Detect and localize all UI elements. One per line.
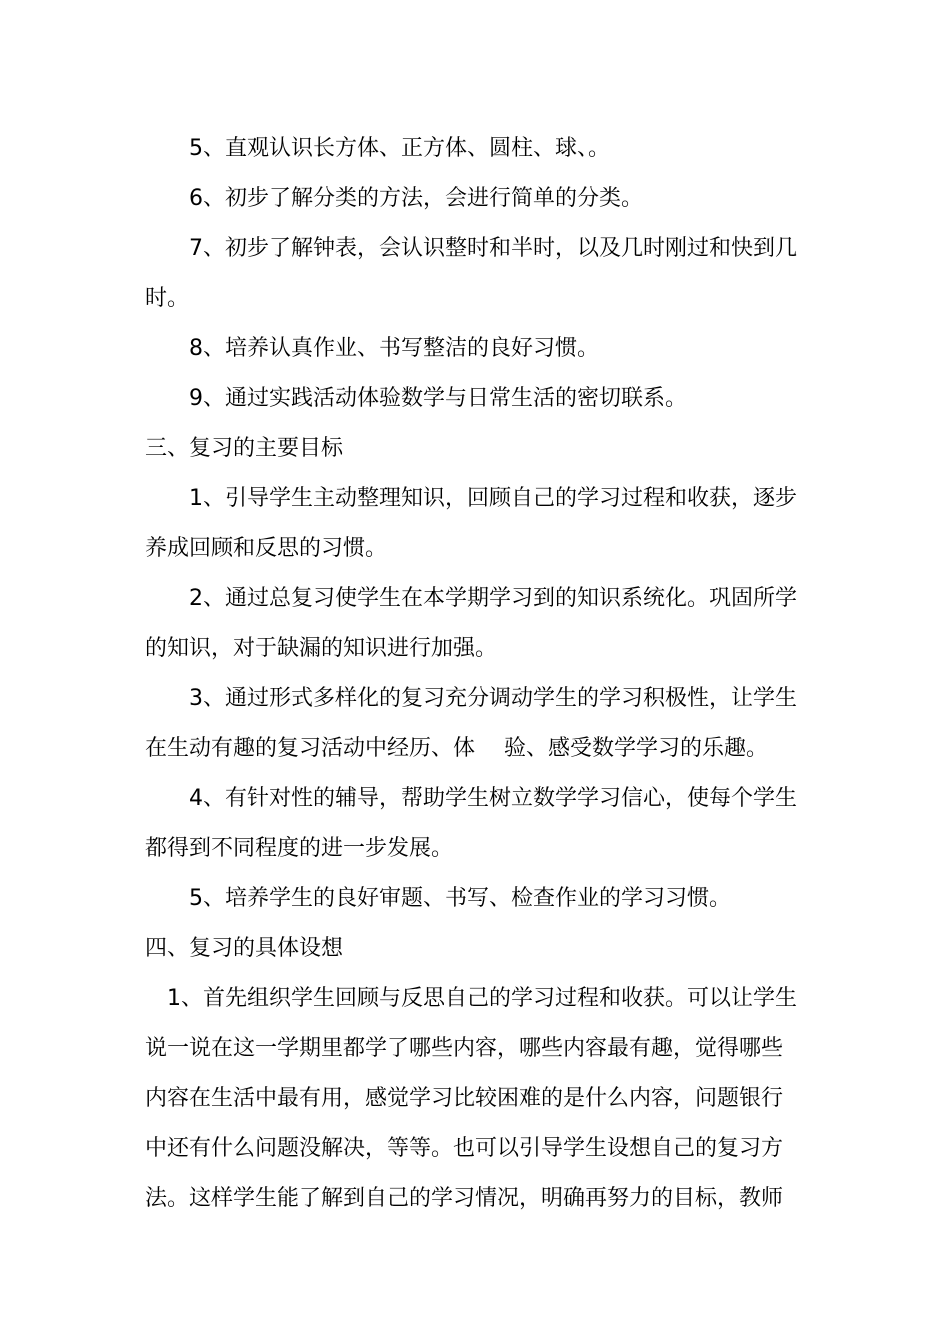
text-line: 5、培养学生的良好审题、书写、检查作业的学习习惯。 [189,886,731,911]
text-line: 8、培养认真作业、书写整洁的良好习惯。 [189,336,599,361]
text-line: 中还有什么问题没解决，等等。也可以引导学生设想自己的复习方 [145,1136,784,1161]
text-line: 2、通过总复习使学生在本学期学习到的知识系统化。巩固所学 [189,586,797,611]
document-page [145,124,807,1224]
text-line: 养成回顾和反思的习惯。 [145,536,388,561]
text-line: 在生动有趣的复习活动中经历、体 验、感受数学学习的乐趣。 [145,736,768,761]
text-line: 说一说在这一学期里都学了哪些内容，哪些内容最有趣，觉得哪些 [145,1036,784,1061]
text-line: 3、通过形式多样化的复习充分调动学生的学习积极性，让学生 [189,686,797,711]
text-line: 都得到不同程度的进一步发展。 [145,836,454,861]
text-line: 1、首先组织学生回顾与反思自己的学习过程和收获。可以让学生 [167,986,797,1011]
section-heading: 三、复习的主要目标 [145,436,344,461]
text-line: 时。 [145,286,190,311]
text-line: 7、初步了解钟表，会认识整时和半时，以及几时刚过和快到几 [189,236,797,261]
text-line: 6、初步了解分类的方法，会进行简单的分类。 [189,186,643,211]
section-heading: 四、复习的具体设想 [145,936,344,961]
text-line: 5、直观认识长方体、正方体、圆柱、球、。 [189,136,610,161]
text-line: 内容在生活中最有用，感觉学习比较困难的是什么内容，问题银行 [145,1086,784,1111]
text-line: 法。这样学生能了解到自己的学习情况，明确再努力的目标，教师 [145,1186,784,1211]
text-line: 的知识，对于缺漏的知识进行加强。 [145,636,498,661]
text-line: 4、有针对性的辅导，帮助学生树立数学学习信心，使每个学生 [189,786,797,811]
text-line: 9、通过实践活动体验数学与日常生活的密切联系。 [189,386,687,411]
text-line: 1、引导学生主动整理知识，回顾自己的学习过程和收获，逐步 [189,486,797,511]
